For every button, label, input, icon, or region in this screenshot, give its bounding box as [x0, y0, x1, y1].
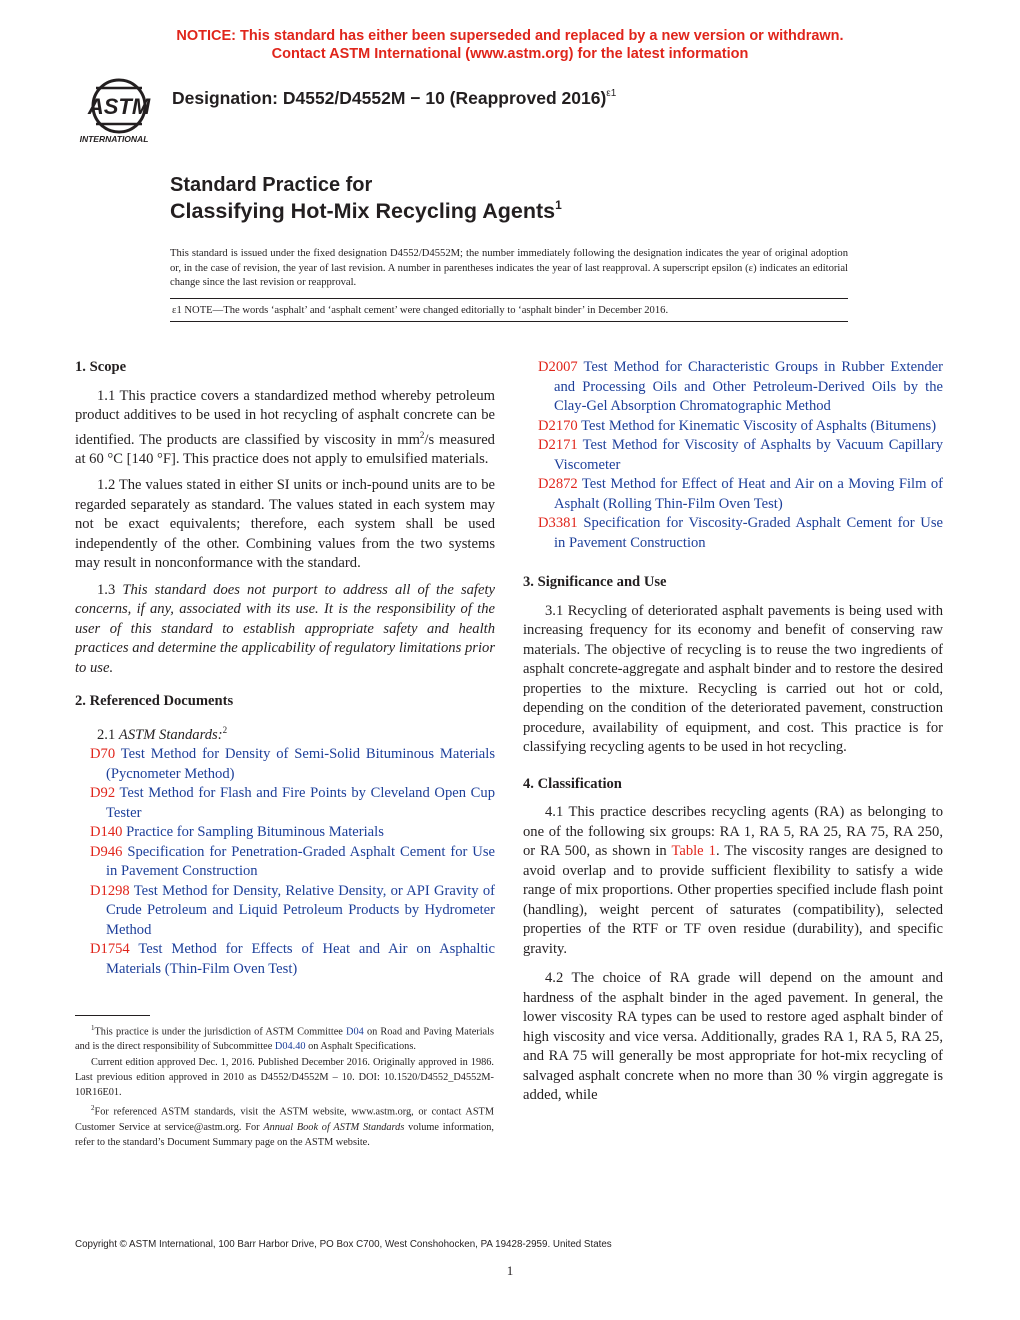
- astm-standards-label: 2.1 ASTM Standards:$^2$: [97, 724, 228, 743]
- classification-4-2: 4.2 The choice of RA grade will depend on the amount and hardness of the asphalt binder in the aged pavement. In general, the lower viscosity RA types can be used to restore aged asphalt binder of high viscosity and vice versa. Additionally, grades RA 1, RA 5, RA 25, and RA 75 will generally be most appropriate for hot-mix recycling of salvaged asphalt concrete when no more than 30 % virgin aggregate is added, while: [523, 970, 943, 1103]
- reference-code-link[interactable]: D2007: [538, 359, 578, 375]
- reference-title-link[interactable]: Test Method for Flash and Fire Points by Cleveland Open Cup Tester: [106, 785, 495, 821]
- footnote-1-edition: Current edition approved Dec. 1, 2016. Published December 2016. Originally approved in 1986. Last previous edition approved in 2010 as D4552/D4552M – 10. DOI: 10.1520/D4552_D4552M-10R16E01.: [75, 1057, 494, 1099]
- classification-4-1: 4.1 This practice describes recycling agents (RA) as belonging to one of the following six groups: RA 1, RA 5, RA 25, RA 75, RA 250, or RA 500, as shown in Table 1. The viscosity ranges are designed to avoid overlap and to provide sufficient flexibility to satisfy a wide range of mix proportions. Other properties specified include flash point (handling), weight percent of saturates (compatibility), selected properties of the RTF or TF oven residue (durability), and specific gravity.: [523, 804, 943, 957]
- astm-logo-icon: [74, 76, 164, 146]
- link-d04[interactable]: D04: [346, 1026, 364, 1038]
- reference-title-link[interactable]: Test Method for Kinematic Viscosity of Asphalts (Bitumens): [581, 417, 937, 434]
- reference-item: [75, 843, 495, 882]
- reference-item: [523, 514, 943, 553]
- reference-item: [75, 784, 495, 823]
- reference-code-link[interactable]: D946: [90, 843, 123, 860]
- title-line-2: [170, 198, 562, 224]
- page-number: 1: [506, 1263, 514, 1278]
- copyright: Copyright © ASTM International, 100 Barr Harbor Drive, PO Box C700, West Conshohocken, PA 19428-2959. United States: [75, 1239, 612, 1250]
- referenced-heading: 2. Referenced Documents: [75, 693, 234, 710]
- scope-heading: 1. Scope: [75, 359, 127, 375]
- reference-code-link[interactable]: D2872: [538, 476, 578, 492]
- reference-item: [523, 358, 943, 417]
- reference-code-link[interactable]: D3381: [538, 515, 578, 531]
- reference-item: [75, 940, 495, 979]
- reference-item: [75, 745, 495, 784]
- scope-1-1: 1.1 This practice covers a standardized method whereby petroleum product additives to be used in hot recycling of asphalt concrete can be identified. The products are classified by viscosity in $mm^2/s$ measured at 60 °C [140 °F]. This practice does not apply to emulsified materials.: [75, 387, 495, 467]
- reference-title-link[interactable]: Specification for Penetration-Graded Asphalt Cement for Use in Pavement Construction: [106, 843, 496, 880]
- title-line-1: Standard Practice for: [170, 174, 373, 196]
- divider-top: [170, 298, 848, 299]
- reference-code-link[interactable]: D70: [90, 746, 116, 763]
- document-title: Classifying Hot-Mix Recycling Agents: [170, 199, 556, 223]
- logo-mark: ASTM: [87, 94, 151, 119]
- scope-1-3: 1.3 This standard does not purport to address all of the safety concerns, if any, associated with its use. It is the responsibility of the user of this standard to establish appropriate safety and health practices and determine the applicability of regulatory limitations prior to use.: [75, 581, 495, 676]
- significance-3-1: 3.1 Recycling of deteriorated asphalt pavements is being used with increasing frequency for its economy and benefit of conserving raw materials. The objective of recycling is to reuse the two ingredients of asphalt concrete-aggregate and asphalt binder and to restore the desired properties to the mixture. Recycling is carried out hot or cold, depending on the condition of the deteriorated pavement, construction procedure, availability of equipment, and cost. This practice is for classifying recycling agents to be used in hot recycling.: [523, 602, 943, 755]
- scope-1-2: 1.2 The values stated in either SI units or inch-pound units are to be regarded separately as standard. The values stated in each system may not be exact equivalents; therefore, each system shall be used independently of the other. Combining values from the two systems may result in nonconformance with the standard.: [75, 477, 495, 572]
- logo-caption: INTERNATIONAL: [79, 134, 149, 144]
- reference-title-link[interactable]: Test Method for Characteristic Groups in Rubber Extender and Processing Oils and Other Petroleum-Derived Oils by the Clay-Gel Absorption Chromatographic Method: [554, 359, 943, 414]
- reference-code-link[interactable]: D1298: [90, 882, 130, 899]
- reference-item: [75, 823, 495, 843]
- footnotes: [75, 1021, 494, 1151]
- significance-heading: 3. Significance and Use: [523, 574, 667, 590]
- reference-code-link[interactable]: D2171: [538, 437, 578, 453]
- reference-title-link[interactable]: Test Method for Density, Relative Density, or API Gravity of Crude Petroleum and Liquid Petroleum Products by Hydrometer Method: [106, 882, 495, 938]
- designation: [172, 88, 616, 109]
- reference-item: [523, 475, 943, 514]
- designation-epsilon: ε1: [606, 88, 617, 99]
- reference-code-link[interactable]: D2170: [538, 417, 578, 434]
- left-column: [75, 358, 495, 979]
- reference-list-right: [523, 358, 943, 553]
- reference-list-left: [75, 745, 495, 979]
- notice-line-1: NOTICE: This standard has either been superseded and replaced by a new version or withdrawn.: [176, 28, 844, 44]
- astm-logo: [74, 76, 164, 146]
- withdrawal-notice: [0, 27, 1020, 63]
- divider-bottom: [170, 321, 848, 322]
- editorial-note: ε1 NOTE—The words ‘asphalt’ and ‘asphalt cement’ were changed editorially to ‘asphalt binder’ in December 2016.: [172, 305, 669, 316]
- classification-heading: 4. Classification: [523, 775, 622, 792]
- reference-code-link[interactable]: D1754: [90, 941, 130, 958]
- reference-code-link[interactable]: D92: [90, 785, 116, 802]
- reference-title-link[interactable]: Test Method for Density of Semi-Solid Bituminous Materials (Pycnometer Method): [106, 746, 495, 782]
- reference-title-link[interactable]: Test Method for Effect of Heat and Air on a Moving Film of Asphalt (Rolling Thin-Film Oven Test): [554, 476, 943, 512]
- footnote-divider: [75, 1015, 150, 1016]
- right-column: [523, 358, 943, 1113]
- notice-line-2: Contact ASTM International (www.astm.org) for the latest information: [271, 46, 749, 62]
- reference-title-link[interactable]: Test Method for Effects of Heat and Air on Asphaltic Materials (Thin-Film Oven Test): [106, 941, 496, 977]
- link-d04-40[interactable]: D04.40: [274, 1041, 306, 1053]
- issued-note: This standard is issued under the fixed designation D4552/D4552M; the number immediately following the designation indicates the year of original adoption or, in the case of revision, the year of last revision. A number in parentheses indicates the year of last reapproval. A superscript epsilon (ε) indicates an editorial change since the last revision or reapproval.: [170, 248, 848, 289]
- reference-title-link[interactable]: Practice for Sampling Bituminous Materials: [126, 824, 384, 841]
- designation-text: Designation: D4552/D4552M − 10 (Reapproved 2016): [172, 88, 607, 108]
- footnote-2: $^2$For referenced ASTM standards, visit the ASTM website, www.astm.org, or contact ASTM Customer Service at service@astm.org. For Annual Book of ASTM Standards volume information, refer to the standard’s Document Summary page on the ASTM website.: [75, 1104, 494, 1148]
- title-footnote-ref: 1: [555, 198, 562, 212]
- reference-code-link[interactable]: D140: [90, 824, 123, 841]
- reference-title-link[interactable]: Specification for Viscosity-Graded Asphalt Cement for Use in Pavement Construction: [554, 515, 943, 551]
- footnote-1: $^1$This practice is under the jurisdiction of ASTM Committee D04 on Road and Paving Materials and is the direct responsibility of Subcommittee D04.40 on Asphalt Specifications.: [75, 1024, 494, 1053]
- reference-item: [523, 417, 943, 437]
- table-1-link[interactable]: Table 1: [671, 843, 716, 859]
- reference-item: [75, 882, 495, 941]
- reference-title-link[interactable]: Test Method for Viscosity of Asphalts by Vacuum Capillary Viscometer: [554, 437, 944, 473]
- reference-item: [523, 436, 943, 475]
